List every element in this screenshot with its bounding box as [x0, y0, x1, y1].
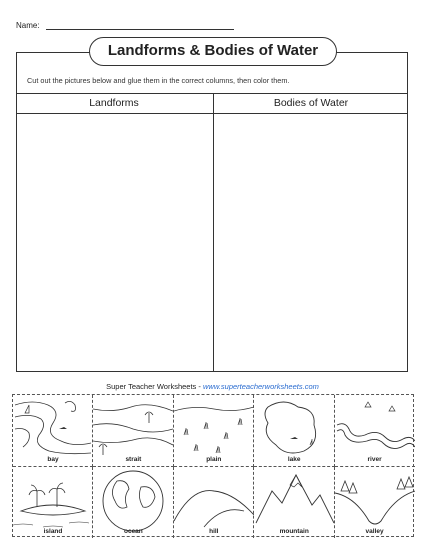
- cutout-label: mountain: [279, 528, 309, 535]
- cutout-river[interactable]: [335, 395, 415, 467]
- ocean-icon: [93, 467, 173, 538]
- footer-link[interactable]: www.superteacherworksheets.com: [202, 382, 319, 391]
- cutout-label: plain: [206, 455, 222, 463]
- cutout-label: bay: [47, 455, 59, 463]
- footer-text: Super Teacher Worksheets -: [106, 382, 203, 391]
- cutout-plain[interactable]: [174, 395, 254, 467]
- mountain-icon: [254, 467, 334, 538]
- cutout-label: river: [367, 455, 382, 463]
- cutout-grid: [12, 394, 414, 537]
- name-label: Name:: [16, 21, 40, 30]
- page-title: Landforms & Bodies of Water: [89, 37, 337, 66]
- footer: [0, 382, 425, 391]
- cutout-label: ocean: [123, 528, 143, 535]
- cutout-island[interactable]: [13, 467, 93, 539]
- cutout-lake[interactable]: [254, 395, 334, 467]
- cutout-label: island: [43, 528, 63, 535]
- island-icon: [13, 467, 93, 538]
- valley-icon: [335, 467, 415, 538]
- cutout-label: strait: [125, 455, 142, 463]
- cutout-label: valley: [365, 528, 384, 535]
- cutout-hill[interactable]: [174, 467, 254, 539]
- hill-icon: [174, 467, 254, 538]
- instructions: Cut out the pictures below and glue them in the correct columns, then color them.: [27, 76, 290, 85]
- cutout-mountain[interactable]: [254, 467, 334, 539]
- cutout-label: hill: [209, 528, 219, 535]
- column-header-landforms: Landforms: [89, 97, 139, 109]
- cutout-bay[interactable]: [13, 395, 93, 467]
- cutout-ocean[interactable]: [93, 467, 173, 539]
- cutout-strait[interactable]: [93, 395, 173, 467]
- cutout-label: lake: [287, 455, 301, 463]
- column-divider: [213, 93, 214, 372]
- column-header-bodies-of-water: Bodies of Water: [273, 97, 349, 109]
- cutout-valley[interactable]: [335, 467, 415, 539]
- name-line[interactable]: [46, 29, 234, 30]
